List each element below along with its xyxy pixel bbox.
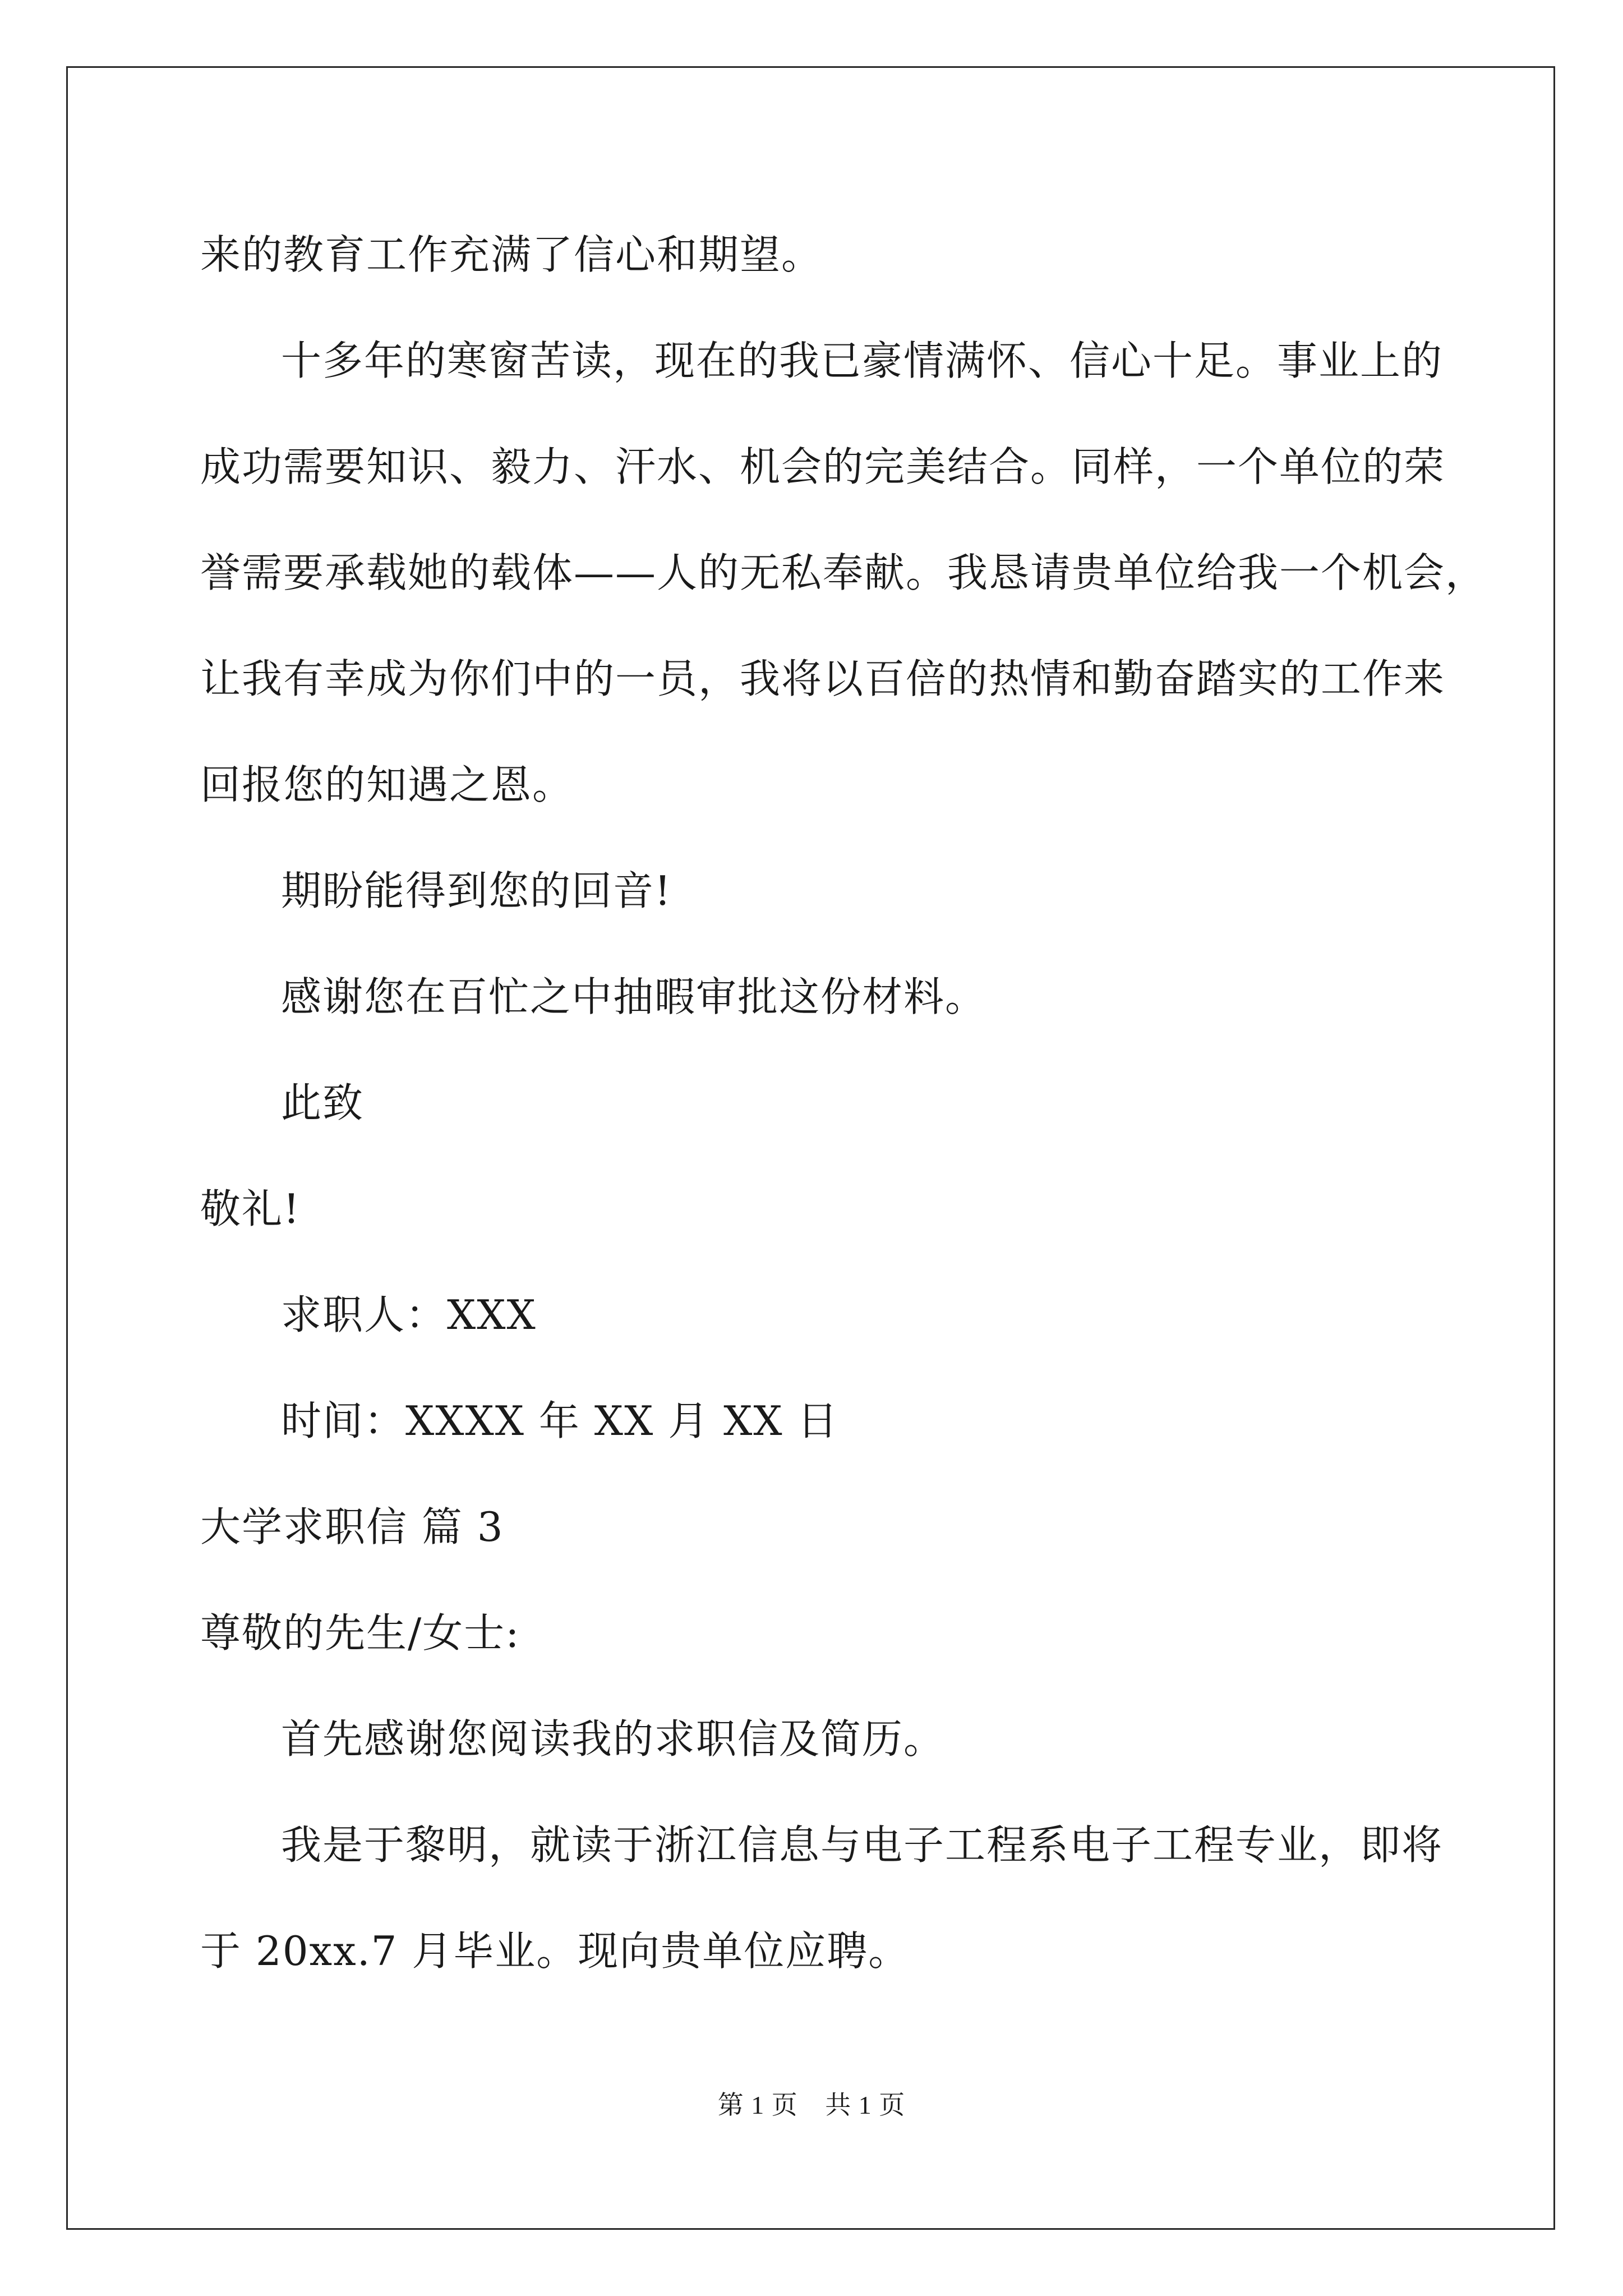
closing-regards: 敬礼! <box>200 1185 301 1232</box>
page-number: 第 1 页 <box>717 2091 798 2119</box>
paragraph-line: 首先感谢您阅读我的求职信及简历。 <box>281 1715 946 1763</box>
section-heading: 大学求职信 篇 3 <box>200 1503 504 1550</box>
page-footer <box>0 2085 1623 2122</box>
page-total: 共 1 页 <box>825 2091 906 2119</box>
paragraph-line: 回报您的知遇之恩。 <box>200 761 574 808</box>
date-line: 时间：XXXX 年 XX 月 XX 日 <box>281 1397 839 1444</box>
greeting-line: 尊敬的先生/女士: <box>200 1609 520 1657</box>
paragraph-line: 来的教育工作充满了信心和期望。 <box>200 231 823 278</box>
paragraph-line: 感谢您在百忙之中抽暇审批这份材料。 <box>281 973 987 1020</box>
paragraph-line: 于 20xx.7 月毕业。现向贵单位应聘。 <box>200 1927 910 1975</box>
paragraph-line: 期盼能得到您的回音! <box>281 867 672 914</box>
document-body <box>200 202 1487 2004</box>
closing-salutation: 此致 <box>281 1079 365 1126</box>
paragraph-line: 誉需要承载她的载体——人的无私奉献。我恳请贵单位给我一个机会， <box>200 549 1487 596</box>
applicant-line: 求职人：XXX <box>281 1291 537 1338</box>
paragraph-line: 我是于黎明，就读于浙江信息与电子工程系电子工程专业，即将 <box>281 1821 1444 1869</box>
paragraph-line: 成功需要知识、毅力、汗水、机会的完美结合。同样，一个单位的荣 <box>200 443 1446 490</box>
paragraph-line: 让我有幸成为你们中的一员，我将以百倍的热情和勤奋踏实的工作来 <box>200 655 1446 702</box>
paragraph-line: 十多年的寒窗苦读，现在的我已豪情满怀、信心十足。事业上的 <box>281 337 1444 384</box>
